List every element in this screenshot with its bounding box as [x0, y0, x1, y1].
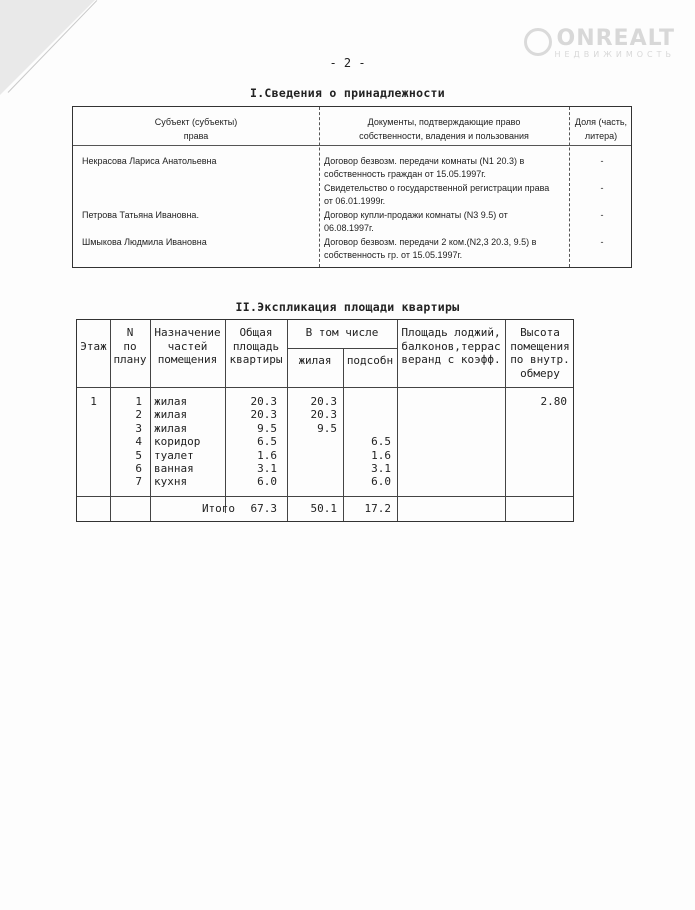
folded-corner [0, 0, 95, 95]
room-purpose: ванная [154, 462, 194, 475]
watermark [554, 26, 675, 59]
owner-share: - [600, 183, 604, 193]
room-purpose: кухня [154, 475, 188, 489]
room-total-area: 9.5 [257, 421, 277, 435]
watermark-logo-icon [524, 28, 552, 56]
room-number: 5 [135, 448, 142, 462]
header-auxiliary: подсобн [346, 354, 394, 367]
section1-title: I.Сведения о принадлежности [249, 86, 446, 100]
owner-document: Договор купли-продажи комнаты (N3 9.5) от 06.08.1997г. [324, 210, 508, 233]
room-living-area: 9.5 [317, 421, 337, 435]
room-number: 1 [135, 395, 142, 408]
owner-share: - [600, 210, 604, 220]
room-total-area: 20.3 [250, 408, 277, 422]
area-explication-table [76, 319, 574, 522]
totals-auxiliary: 17.2 [364, 502, 391, 515]
owner-document: Договор безвозм. передачи комнаты (N1 20.3) в собственность граждан от 15.05.1997г. [324, 156, 525, 179]
owner-document: Договор безвозм. передачи 2 ком.(N2,3 20.3, 9.5) в собственность гр. от 15.05.1997г. [324, 237, 537, 260]
header-plan-number: N по плану [113, 326, 147, 366]
header-living: жилая [298, 354, 332, 367]
totals-total: 67.3 [250, 502, 277, 515]
room-purpose: жилая [154, 421, 188, 435]
room-number: 6 [135, 462, 142, 475]
room-total-area: 3.1 [257, 462, 277, 475]
room-auxiliary-area: 1.6 [371, 448, 391, 462]
room-auxiliary-area: 6.0 [371, 475, 391, 489]
height-value: 2.80 [540, 395, 567, 408]
room-purpose: туалет [154, 448, 194, 462]
room-purpose: жилая [154, 395, 188, 408]
totals-label: Итого [201, 502, 236, 515]
floor-value: 1 [90, 395, 97, 408]
room-living-area: 20.3 [310, 395, 337, 408]
room-total-area: 20.3 [250, 395, 277, 408]
room-number: 3 [135, 421, 142, 435]
watermark-sub: НЕДВИЖИМОСТЬ [554, 50, 675, 59]
owner-name: Петрова Татьяна Ивановна. [82, 210, 199, 220]
room-total-area: 6.5 [257, 435, 277, 449]
room-purpose: коридор [154, 435, 201, 449]
room-number: 2 [135, 408, 142, 422]
room-purpose: жилая [154, 408, 188, 422]
room-total-area: 6.0 [257, 475, 277, 489]
owner-share: - [600, 156, 604, 166]
header-purpose: Назначение частей помещения [154, 326, 221, 366]
owner-name: Некрасова Лариса Анатольевна [82, 156, 217, 166]
header-total-area: Общая площадь квартиры [229, 326, 283, 366]
watermark-main: ONREALT [556, 26, 675, 51]
header-floor: Этаж [80, 340, 107, 353]
room-living-area: 20.3 [310, 408, 337, 422]
room-total-area: 1.6 [257, 448, 277, 462]
room-auxiliary-area: 6.5 [371, 435, 391, 449]
header-documents: Документы, подтверждающие право собственности, владения и пользования [359, 117, 529, 141]
header-share: Доля (часть, литера) [574, 117, 628, 141]
header-including: В том числе [305, 326, 379, 339]
section2-title: II.Экспликация площади квартиры [235, 300, 460, 314]
room-auxiliary-area: 3.1 [371, 462, 391, 475]
ownership-table [72, 106, 632, 268]
owner-share: - [600, 237, 604, 247]
room-number: 7 [135, 475, 142, 489]
header-loggia: Площадь лоджий, балконов,террас веранд с коэфф. [401, 326, 501, 366]
page-number: - 2 - [329, 56, 366, 70]
room-number: 4 [135, 435, 142, 449]
totals-living: 50.1 [310, 502, 337, 515]
header-height: Высота помещения по внутр. обмеру [510, 326, 570, 380]
header-subject: Субъект (субъекты) права [154, 117, 238, 141]
owner-document: Свидетельство о государственной регистрации права от 06.01.1999г. [324, 183, 550, 206]
owner-name: Шмыкова Людмила Ивановна [82, 237, 207, 247]
